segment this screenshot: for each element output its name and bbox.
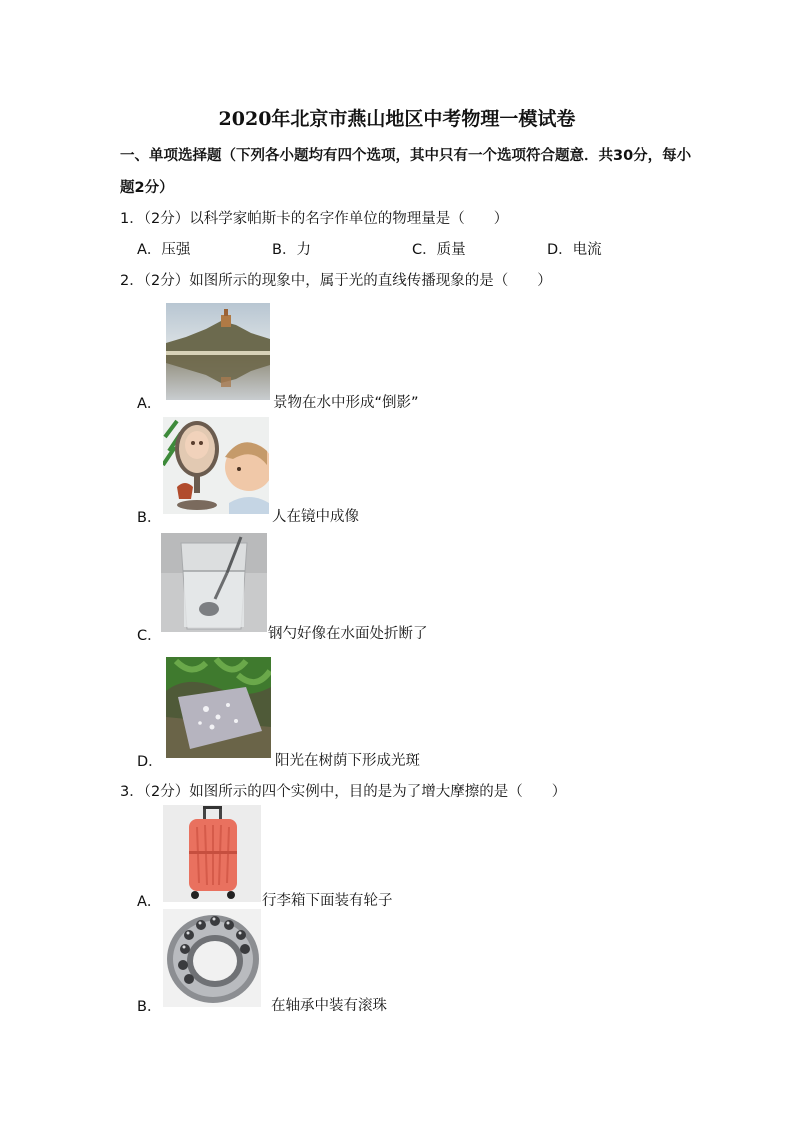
question-3-option-a-label: A． xyxy=(137,894,162,910)
ball-bearing-photo xyxy=(163,909,261,1007)
question-2-option-c-caption: 钢勺好像在水面处折断了 xyxy=(268,626,428,642)
question-1-option-d: D．电流 xyxy=(547,242,602,258)
light-spots-photo xyxy=(166,657,271,758)
page-title: 2020年北京市燕山地区中考物理一模试卷 xyxy=(218,108,576,130)
question-2-option-b-label: B． xyxy=(137,510,162,526)
question-2-option-b-caption: 人在镜中成像 xyxy=(272,509,359,525)
question-1-option-b: B．力 xyxy=(272,242,311,258)
mirror-baby-photo xyxy=(163,417,269,514)
question-2-option-d-label: D． xyxy=(137,754,163,770)
question-1-option-a: A．压强 xyxy=(137,242,191,258)
lake-reflection-photo xyxy=(166,303,270,400)
question-1-option-c: C．质量 xyxy=(412,242,466,258)
question-3-stem: 3．（2分）如图所示的四个实例中，目的是为了增大摩擦的是（ ） xyxy=(120,784,567,800)
section-heading-line1: 一、单项选择题（下列各小题均有四个选项，其中只有一个选项符合题意．共30分，每小 xyxy=(120,148,692,164)
question-1-stem: 1．（2分）以科学家帕斯卡的名字作单位的物理量是（ ） xyxy=(120,211,509,227)
question-2-option-c-label: C． xyxy=(137,628,162,644)
suitcase-photo xyxy=(163,805,261,902)
question-2-stem: 2．（2分）如图所示的现象中，属于光的直线传播现象的是（ ） xyxy=(120,273,552,289)
question-2-option-a-label: A． xyxy=(137,396,162,412)
spoon-in-water-photo xyxy=(161,533,267,632)
question-3-option-a-caption: 行李箱下面装有轮子 xyxy=(262,893,393,909)
section-heading-line2: 题2分） xyxy=(120,180,174,196)
question-2-option-d-caption: 阳光在树荫下形成光斑 xyxy=(275,753,420,769)
question-3-option-b-label: B． xyxy=(137,999,162,1015)
question-3-option-b-caption: 在轴承中装有滚珠 xyxy=(271,998,387,1014)
question-2-option-a-caption: 景物在水中形成“倒影” xyxy=(273,395,419,411)
